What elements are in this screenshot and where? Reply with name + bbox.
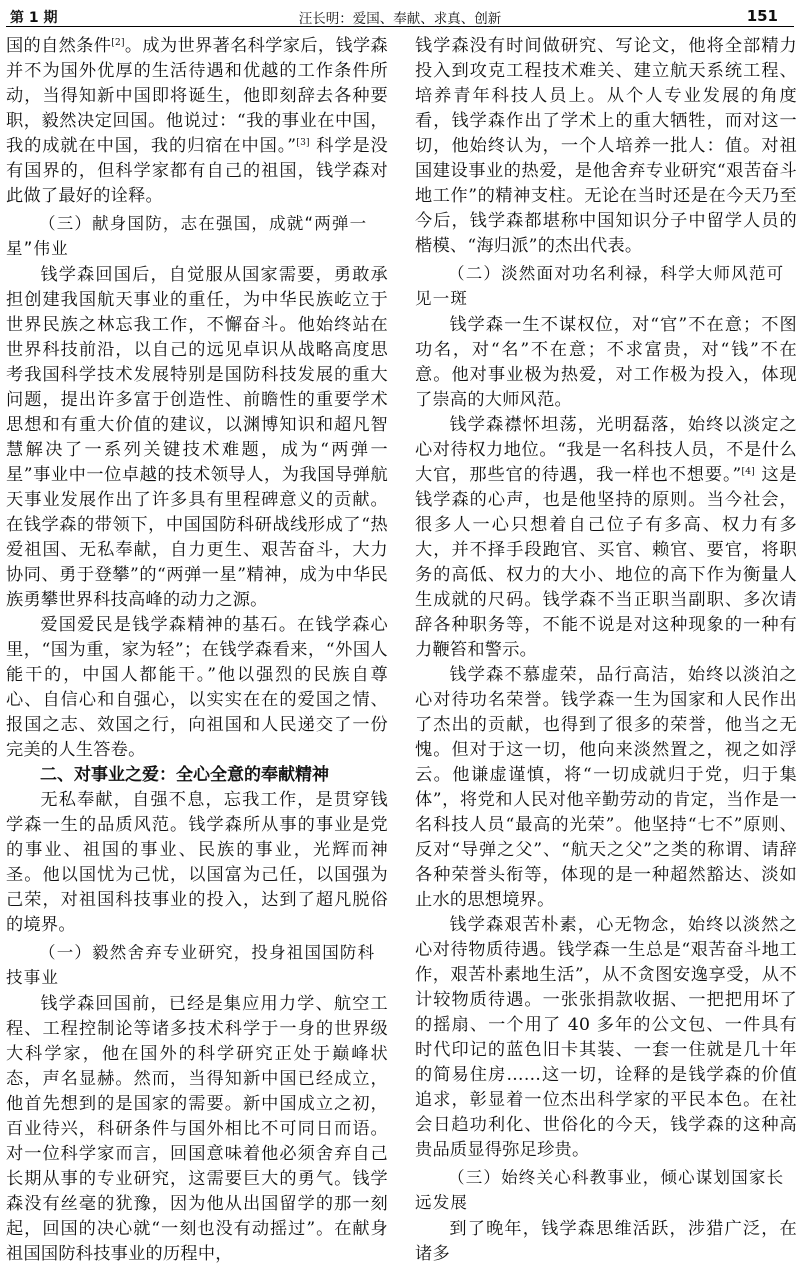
text-run: 。成为世界著名科学家后，钱学森并不为国外优厚的生活待遇和优越的工作条件所动，当得知新中国即将诞生，他即刻辞去各种要职，毅然决定回国。他说过：“我的事业在中国，我的成就在中国，我的归宿在中国。” xyxy=(6,36,388,156)
running-title: 汪长明：爱国、奉献、求真、创新 xyxy=(298,11,502,27)
paragraph: 钱学森回国前，已经是集应用力学、航空工程、工程控制论等诸多技术科学于一身的世界级大科学家，他在国外的科学研究正处于巅峰状态，声名显赫。然而，当得知新中国已经成立，他首先想到的是国家的需要。新中国成立之初，百业待兴，科研条件与国外相比不可同日而语。对一位科学家而言，回国意味着他必须舍弃自己长期从事的专业研究，这需要巨大的勇气。钱学森没有丝毫的犹豫，因为他从出国留学的那一刻起，回国的决心就“一刻也没有动摇过”。在献身祖国国防科技事业的历程中， xyxy=(6,994,388,1264)
paragraph: 钱学森艰苦朴素，心无物念，始终以淡然之心对待物质待遇。钱学森一生总是“艰苦奋斗地工作，艰苦朴素地生活”，从不贪图安逸享受，从不计较物质待遇。一张张捐款收据、一把把用坏了的摇扇、一个用了 40 多年的公文包、一件具有时代印记的蓝色旧卡其装、一套一住就是几十年的简易住房……这一切，诠释的是钱学森的价值追求，彰显着一位杰出科学家的平民本色。在社会日趋功利化、世俗化的今天，钱学森的这种高贵品质显得弥足珍贵。 xyxy=(415,915,797,1160)
paragraph: 爱国爱民是钱学森精神的基石。在钱学森心里，“国为重，家为轻”；在钱学森看来，“外国人能干的，中国人都能干。”他以强烈的民族自尊心、自信心和自强心，以实实在在的爱国之情、报国之志、效国之行，向祖国和人民递交了一份完美的人生答卷。 xyxy=(6,615,388,760)
paragraph: 无私奉献，自强不息，忘我工作，是贯穿钱学森一生的品质风范。钱学森所从事的事业是党的事业、祖国的事业、民族的事业，光辉而神圣。他以国忧为己忧，以国富为己任，以国强为己荣，对祖国科技事业的投入，达到了超凡脱俗的境界。 xyxy=(6,790,388,935)
subsection-heading: （三）献身国防，志在强国，成就“两弹一星”伟业 xyxy=(6,214,368,258)
running-header xyxy=(6,4,794,27)
paragraph xyxy=(6,34,388,209)
paragraph: 钱学森没有时间做研究、写论文，他将全部精力投入到攻克工程技术难关、建立航天系统工程、培养青年科技人员上。从个人专业发展的角度看，钱学森作出了学术上的重大牺牲，而对这一切，他始终认为，一个人培养一批人：值。对祖国建设事业的热爱，是他舍弃专业研究“艰苦奋斗地工作”的精神支柱。无论在当时还是在今天乃至今后，钱学森都堪称中国知识分子中留学人员的楷模、“海归派”的杰出代表。 xyxy=(415,36,797,256)
right-column xyxy=(415,34,797,1264)
issue-label: 第 1 期 xyxy=(10,10,58,26)
paragraph xyxy=(415,413,797,663)
citation-ref: [4] xyxy=(741,467,756,477)
text-run: 科学是没有国界的，但科学家都有自己的祖国，钱学森对此做了最好的诠释。 xyxy=(6,136,388,206)
page-number: 151 xyxy=(746,7,778,25)
paragraph: 钱学森一生不谋权位，对“官”不在意；不图功名，对“名”不在意；不求富贵，对“钱”不在意。他对事业极为热爱，对工作极为投入，体现了崇高的大师风范。 xyxy=(415,315,797,410)
citation-ref: [3] xyxy=(296,138,310,148)
text-run: 这是钱学森的心声，也是他坚持的原则。当今社会，很多人一心只想着自己位子有多高、权力有多大，并不择手段跑官、买官、赖官、要官，将职务的高低、权力的大小、地位的高下作为衡量人生成就的尺码。钱学森不当正职当副职、多次请辞各种职务等，不能不说是对这种现象的一种有力鞭笞和警示。 xyxy=(415,465,797,660)
subsection-heading: （一）毅然舍弃专业研究，投身祖国国防科技事业 xyxy=(6,943,376,987)
subsection-heading: （二）淡然面对功名利禄，科学大师风范可见一斑 xyxy=(415,264,785,308)
paragraph: 钱学森回国后，自觉服从国家需要，勇敢承担创建我国航天事业的重任，为中华民族屹立于世界民族之林忘我工作，不懈奋斗。他始终站在世界科技前沿，以自己的远见卓识从战略高度思考我国科学技术发展特别是国防科技发展的重大问题，提出许多富于创造性、前瞻性的重要学术思想和有重大价值的建议，以渊博知识和超凡智慧解决了一系列关键技术难题，成为“两弹一星”事业中一位卓越的技术领导人，为我国导弹航天事业发展作出了许多具有里程碑意义的贡献。在钱学森的带领下，中国国防科研战线形成了“热爱祖国、无私奉献，自力更生、艰苦奋斗，大力协同、勇于登攀”的“两弹一星”精神，成为中华民族勇攀世界科技高峰的动力之源。 xyxy=(6,265,388,610)
text-run: 国的自然条件 xyxy=(6,36,112,56)
text-run: 钱学森襟怀坦荡，光明磊落，始终以淡定之心对待权力地位。“我是一名科技人员，不是什么大官，那些官的待遇，我一样也不想要。” xyxy=(415,415,797,485)
left-column xyxy=(6,34,388,1264)
paragraph: 钱学森不慕虚荣，品行高洁，始终以淡泊之心对待功名荣誉。钱学森一生为国家和人民作出了杰出的贡献，也得到了很多的荣誉，他当之无愧。但对于这一切，他向来淡然置之，视之如浮云。他谦虚谨慎，将“一切成就归于党，归于集体”，将党和人民对他辛勤劳动的肯定，当作是一名科技人员“最高的光荣”。他坚持“七不”原则、反对“导弹之父”、“航天之父”之类的称谓、请辞各种荣誉头衔等，体现的是一种超然豁达、淡如止水的思想境界。 xyxy=(415,665,797,910)
citation-ref: [2] xyxy=(111,38,125,48)
subsection-heading: （三）始终关心科教事业，倾心谋划国家长远发展 xyxy=(415,1168,785,1212)
section-heading: 二、对事业之爱：全心全意的奉献精神 xyxy=(40,765,329,785)
paragraph: 到了晚年，钱学森思维活跃，涉猎广泛，在诸多 xyxy=(415,1219,797,1264)
